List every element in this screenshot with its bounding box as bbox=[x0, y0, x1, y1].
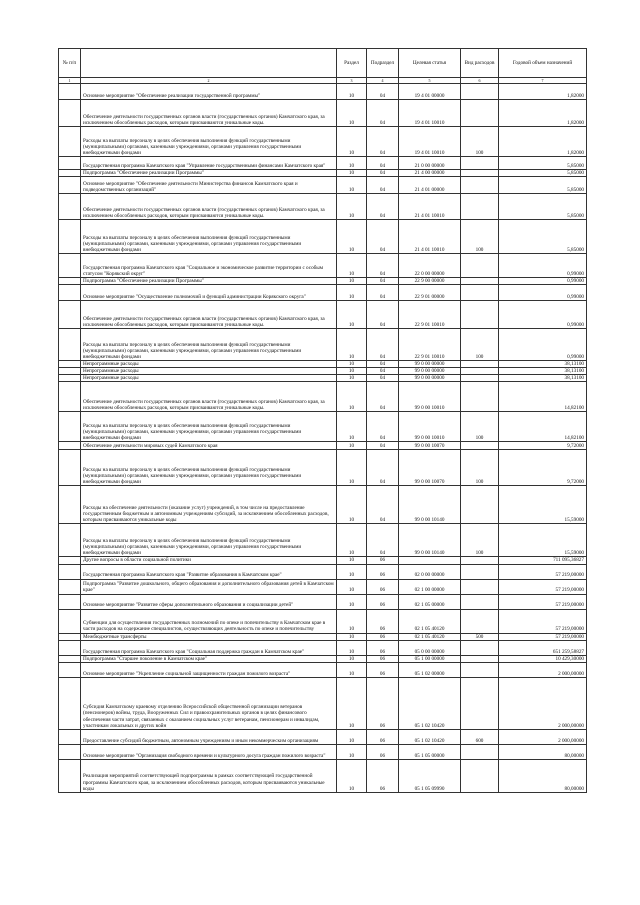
row-subsection-cell: 06 bbox=[367, 677, 399, 729]
row-target-article-cell: 99 0 00 10010 bbox=[399, 412, 461, 442]
row-expense-type-cell: 100 bbox=[461, 412, 499, 442]
row-amount-cell: 5,85000 bbox=[499, 177, 587, 194]
row-number-cell bbox=[59, 278, 81, 285]
column-index: 5 bbox=[399, 78, 461, 84]
row-expense-type-cell bbox=[461, 194, 499, 220]
row-target-article-cell: 19 4 01 00000 bbox=[399, 84, 461, 100]
row-expense-type-cell bbox=[461, 382, 499, 412]
table-row bbox=[59, 84, 587, 100]
row-section-cell: 10 bbox=[337, 594, 367, 609]
table-row bbox=[59, 450, 587, 486]
row-subsection-cell: 04 bbox=[367, 486, 399, 524]
row-name-cell: Субвенции для осуществления государственных полномочий по опеке и попечительству в Камчатском крае в части расходов на содержание специалистов, осуществляющих деятельность по опеке и попечительству bbox=[81, 609, 337, 633]
row-expense-type-cell bbox=[461, 564, 499, 579]
table-row bbox=[59, 329, 587, 361]
row-section-cell: 10 bbox=[337, 375, 367, 382]
row-number-cell bbox=[59, 450, 81, 486]
row-amount-cell: 14,82100 bbox=[499, 412, 587, 442]
row-subsection-cell: 04 bbox=[367, 220, 399, 254]
row-target-article-cell: 99 0 00 00000 bbox=[399, 375, 461, 382]
row-subsection-cell: 04 bbox=[367, 412, 399, 442]
row-amount-cell: 5,85000 bbox=[499, 157, 587, 170]
row-amount-cell: 57 219,00000 bbox=[499, 609, 587, 633]
row-number-cell bbox=[59, 662, 81, 677]
column-index: 1 bbox=[59, 78, 81, 84]
row-subsection-cell: 04 bbox=[367, 301, 399, 329]
row-amount-cell: 2 000,00000 bbox=[499, 729, 587, 744]
row-subsection-cell: 06 bbox=[367, 744, 399, 759]
row-number-cell bbox=[59, 329, 81, 361]
table-row bbox=[59, 375, 587, 382]
row-name-cell: Государственная программа Камчатского края "Развитие образования в Камчатском крае" bbox=[81, 564, 337, 579]
row-amount-cell: 9,72000 bbox=[499, 442, 587, 450]
row-target-article-cell: 22 9 01 00000 bbox=[399, 285, 461, 301]
row-expense-type-cell bbox=[461, 100, 499, 127]
row-amount-cell: 15,59000 bbox=[499, 486, 587, 524]
row-target-article-cell: 02 1 05 40120 bbox=[399, 633, 461, 640]
row-subsection-cell: 04 bbox=[367, 127, 399, 157]
row-subsection-cell: 04 bbox=[367, 375, 399, 382]
row-section-cell: 10 bbox=[337, 557, 367, 564]
row-target-article-cell: 99 0 00 10140 bbox=[399, 486, 461, 524]
column-index: 7 bbox=[499, 78, 587, 84]
header-section: Раздел bbox=[337, 49, 367, 78]
row-section-cell: 10 bbox=[337, 486, 367, 524]
row-name-cell: Основное мероприятие "Обеспечение реализации государственной программы" bbox=[81, 84, 337, 100]
row-expense-type-cell bbox=[461, 285, 499, 301]
table-row bbox=[59, 278, 587, 285]
row-number-cell bbox=[59, 594, 81, 609]
row-section-cell: 10 bbox=[337, 220, 367, 254]
row-number-cell bbox=[59, 301, 81, 329]
row-amount-cell: 2 000,00000 bbox=[499, 662, 587, 677]
row-target-article-cell: 22 0 00 00000 bbox=[399, 254, 461, 278]
row-number-cell bbox=[59, 220, 81, 254]
table-row bbox=[59, 194, 587, 220]
row-number-cell bbox=[59, 759, 81, 792]
row-expense-type-cell bbox=[461, 170, 499, 177]
row-expense-type-cell bbox=[461, 759, 499, 792]
row-subsection-cell: 04 bbox=[367, 177, 399, 194]
row-name-cell: Расходы на выплаты персоналу в целях обеспечения выполнения функций государственными (муниципальными) органами, казенными учреждениями, органами управления государственными внебюджетными фондами bbox=[81, 127, 337, 157]
table-row bbox=[59, 486, 587, 524]
table-row bbox=[59, 177, 587, 194]
row-subsection-cell: 04 bbox=[367, 100, 399, 127]
row-amount-cell: 5,85000 bbox=[499, 194, 587, 220]
row-name-cell: Обеспечение деятельности мировых судей Камчатского края bbox=[81, 442, 337, 450]
table-row bbox=[59, 564, 587, 579]
row-target-article-cell: 21 4 01 10010 bbox=[399, 194, 461, 220]
row-expense-type-cell bbox=[461, 177, 499, 194]
row-number-cell bbox=[59, 254, 81, 278]
row-expense-type-cell bbox=[461, 594, 499, 609]
row-target-article-cell: 02 1 00 00000 bbox=[399, 579, 461, 594]
row-subsection-cell: 04 bbox=[367, 442, 399, 450]
row-section-cell: 10 bbox=[337, 677, 367, 729]
row-section-cell: 10 bbox=[337, 412, 367, 442]
budget-table-sheet bbox=[58, 48, 586, 793]
row-target-article-cell: 99 0 00 10070 bbox=[399, 450, 461, 486]
row-expense-type-cell: 100 bbox=[461, 220, 499, 254]
row-name-cell: Подпрограмма "Развитие дошкольного, общего образования и дополнительного образования детей в Камчатском крае" bbox=[81, 579, 337, 594]
row-expense-type-cell bbox=[461, 557, 499, 564]
row-subsection-cell: 04 bbox=[367, 450, 399, 486]
row-name-cell: Государственная программа Камчатского края "Управление государственными финансами Камчатского края" bbox=[81, 157, 337, 170]
row-subsection-cell: 06 bbox=[367, 609, 399, 633]
table-row bbox=[59, 170, 587, 177]
row-section-cell: 10 bbox=[337, 127, 367, 157]
table-row bbox=[59, 633, 587, 640]
row-subsection-cell: 04 bbox=[367, 329, 399, 361]
row-target-article-cell: 19 4 01 10010 bbox=[399, 100, 461, 127]
row-target-article-cell: 21 4 01 00000 bbox=[399, 177, 461, 194]
row-subsection-cell: 06 bbox=[367, 640, 399, 655]
row-amount-cell: 0,99000 bbox=[499, 285, 587, 301]
row-target-article-cell: 99 0 00 10140 bbox=[399, 524, 461, 557]
row-amount-cell: 80,00000 bbox=[499, 744, 587, 759]
row-section-cell: 10 bbox=[337, 633, 367, 640]
row-number-cell bbox=[59, 412, 81, 442]
row-number-cell bbox=[59, 285, 81, 301]
table-row bbox=[59, 640, 587, 655]
row-name-cell: Подпрограмма "Старшее поколение в Камчатском крае" bbox=[81, 655, 337, 662]
row-number-cell bbox=[59, 744, 81, 759]
row-number-cell bbox=[59, 557, 81, 564]
row-subsection-cell: 04 bbox=[367, 524, 399, 557]
row-section-cell: 10 bbox=[337, 662, 367, 677]
row-expense-type-cell bbox=[461, 375, 499, 382]
row-expense-type-cell: 600 bbox=[461, 729, 499, 744]
header-subsection: Подраздел bbox=[367, 49, 399, 78]
row-name-cell: Расходы на выплаты персоналу в целях обеспечения выполнения функций государственными (муниципальными) органами, казенными учреждениями, органами управления государственными внебюджетными фондами bbox=[81, 329, 337, 361]
table-row bbox=[59, 285, 587, 301]
table-body bbox=[59, 84, 587, 793]
row-name-cell: Предоставление субсидий бюджетным, автономным учреждениям и иным некоммерческим организациям bbox=[81, 729, 337, 744]
row-amount-cell: 0,99000 bbox=[499, 329, 587, 361]
row-name-cell: Обеспечение деятельности государственных органов власти (государственных органов) Камчатского края, за исключением обособленных расходов, которым присваиваются уникальные коды. bbox=[81, 194, 337, 220]
header-annual-amount: Годовой объем назначений bbox=[499, 49, 587, 78]
table-row bbox=[59, 579, 587, 594]
header-row bbox=[59, 49, 587, 78]
row-number-cell bbox=[59, 375, 81, 382]
row-amount-cell: 57 219,00000 bbox=[499, 564, 587, 579]
row-name-cell: Расходы на выплаты персоналу в целях обеспечения выполнения функций государственными (муниципальными) органами, казенными учреждениями, органами управления государственными внебюджетными фондами bbox=[81, 412, 337, 442]
row-target-article-cell: 22 9 00 00000 bbox=[399, 278, 461, 285]
row-target-article-cell: 05 0 00 00000 bbox=[399, 640, 461, 655]
row-amount-cell: 1,82000 bbox=[499, 127, 587, 157]
row-name-cell: Государственная программа Камчатского края "Социальная поддержка граждан в Камчатском крае" bbox=[81, 640, 337, 655]
row-section-cell: 10 bbox=[337, 100, 367, 127]
row-section-cell: 10 bbox=[337, 382, 367, 412]
row-number-cell bbox=[59, 194, 81, 220]
row-section-cell: 10 bbox=[337, 301, 367, 329]
row-name-cell: Обеспечение деятельности государственных органов власти (государственных органов) Камчатского края, за исключением обособленных расходов, которым присваиваются уникальные коды. bbox=[81, 382, 337, 412]
column-index: 2 bbox=[81, 78, 337, 84]
table-row bbox=[59, 100, 587, 127]
row-name-cell: Межбюджетные трансферты bbox=[81, 633, 337, 640]
table-row bbox=[59, 594, 587, 609]
row-section-cell: 10 bbox=[337, 170, 367, 177]
row-target-article-cell: 05 1 00 00000 bbox=[399, 655, 461, 662]
table-row bbox=[59, 127, 587, 157]
row-amount-cell: 1,82000 bbox=[499, 84, 587, 100]
row-amount-cell: 57 219,00000 bbox=[499, 633, 587, 640]
row-number-cell bbox=[59, 361, 81, 368]
row-section-cell: 10 bbox=[337, 450, 367, 486]
row-target-article-cell: 02 1 05 40120 bbox=[399, 609, 461, 633]
table-row bbox=[59, 557, 587, 564]
row-amount-cell: 38,13100 bbox=[499, 361, 587, 368]
row-amount-cell: 57 219,00000 bbox=[499, 579, 587, 594]
row-subsection-cell: 06 bbox=[367, 564, 399, 579]
row-amount-cell: 5,85000 bbox=[499, 170, 587, 177]
row-name-cell: Государственная программа Камчатского края "Социальное и экономическое развитие территории с особым статусом "Корякский округ" bbox=[81, 254, 337, 278]
row-number-cell bbox=[59, 609, 81, 633]
row-subsection-cell: 06 bbox=[367, 594, 399, 609]
row-name-cell: Обеспечение деятельности государственных органов власти (государственных органов) Камчатского края, за исключением обособленных расходов, которым присваиваются уникальные коды. bbox=[81, 100, 337, 127]
row-target-article-cell: 19 4 01 10010 bbox=[399, 127, 461, 157]
row-section-cell: 10 bbox=[337, 442, 367, 450]
row-target-article-cell: 02 0 00 00000 bbox=[399, 564, 461, 579]
row-subsection-cell: 04 bbox=[367, 361, 399, 368]
row-number-cell bbox=[59, 486, 81, 524]
row-name-cell: Основное мероприятие "Организация свободного времени и культурного досуга граждан пожилого возраста" bbox=[81, 744, 337, 759]
row-amount-cell: 711 095,36827 bbox=[499, 557, 587, 564]
row-expense-type-cell bbox=[461, 609, 499, 633]
row-number-cell bbox=[59, 655, 81, 662]
row-section-cell: 10 bbox=[337, 655, 367, 662]
row-section-cell: 10 bbox=[337, 278, 367, 285]
row-name-cell: Основное мероприятие "Укрепление социальной защищенности граждан пожилого возраста" bbox=[81, 662, 337, 677]
row-name-cell: Расходы на выплаты персоналу в целях обеспечения выполнения функций государственными (муниципальными) органами, казенными учреждениями, органами управления государственными внебюджетными фондами bbox=[81, 524, 337, 557]
table-row bbox=[59, 744, 587, 759]
row-target-article-cell: 05 1 02 00000 bbox=[399, 662, 461, 677]
table-row bbox=[59, 361, 587, 368]
column-index: 4 bbox=[367, 78, 399, 84]
row-number-cell bbox=[59, 442, 81, 450]
row-number-cell bbox=[59, 84, 81, 100]
row-number-cell bbox=[59, 564, 81, 579]
table-row bbox=[59, 254, 587, 278]
row-target-article-cell: 21 0 00 00000 bbox=[399, 157, 461, 170]
row-expense-type-cell bbox=[461, 301, 499, 329]
table-row bbox=[59, 382, 587, 412]
row-subsection-cell: 04 bbox=[367, 278, 399, 285]
row-subsection-cell: 06 bbox=[367, 655, 399, 662]
row-section-cell: 10 bbox=[337, 744, 367, 759]
row-section-cell: 10 bbox=[337, 157, 367, 170]
row-target-article-cell: 99 0 00 10070 bbox=[399, 442, 461, 450]
row-expense-type-cell bbox=[461, 157, 499, 170]
table-row bbox=[59, 368, 587, 375]
row-amount-cell: 14,82100 bbox=[499, 382, 587, 412]
row-name-cell: Обеспечение деятельности государственных органов власти (государственных органов) Камчатского края, за исключением обособленных расходов, которым присваиваются уникальные коды. bbox=[81, 301, 337, 329]
row-name-cell: Расходы на выплаты персоналу в целях обеспечения выполнения функций государственными (муниципальными) органами, казенными учреждениями, органами управления государственными внебюджетными фондами bbox=[81, 450, 337, 486]
row-subsection-cell: 06 bbox=[367, 579, 399, 594]
row-target-article-cell: 99 0 00 00000 bbox=[399, 368, 461, 375]
row-name-cell: Основное мероприятие "Осуществление полномочий и функций администрации Корякского округа" bbox=[81, 285, 337, 301]
row-number-cell bbox=[59, 633, 81, 640]
row-name-cell: Подпрограмма "Обеспечение реализации Программы" bbox=[81, 170, 337, 177]
row-section-cell: 10 bbox=[337, 564, 367, 579]
row-section-cell: 10 bbox=[337, 609, 367, 633]
row-number-cell bbox=[59, 177, 81, 194]
row-target-article-cell: 21 4 01 10010 bbox=[399, 220, 461, 254]
row-section-cell: 10 bbox=[337, 729, 367, 744]
row-target-article-cell: 22 9 01 10010 bbox=[399, 329, 461, 361]
row-expense-type-cell bbox=[461, 486, 499, 524]
column-index: 3 bbox=[337, 78, 367, 84]
row-subsection-cell: 04 bbox=[367, 157, 399, 170]
table-row bbox=[59, 442, 587, 450]
row-expense-type-cell bbox=[461, 254, 499, 278]
row-expense-type-cell: 500 bbox=[461, 633, 499, 640]
row-section-cell: 10 bbox=[337, 524, 367, 557]
table-row bbox=[59, 412, 587, 442]
row-expense-type-cell bbox=[461, 579, 499, 594]
row-amount-cell: 38,13100 bbox=[499, 368, 587, 375]
row-target-article-cell: 99 0 00 00000 bbox=[399, 361, 461, 368]
row-subsection-cell: 04 bbox=[367, 285, 399, 301]
row-amount-cell: 651 259,58827 bbox=[499, 640, 587, 655]
header-target-article: Целевая статья bbox=[399, 49, 461, 78]
row-name-cell: Другие вопросы в области социальной политики bbox=[81, 557, 337, 564]
row-target-article-cell: 05 1 02 10420 bbox=[399, 677, 461, 729]
row-subsection-cell: 04 bbox=[367, 170, 399, 177]
row-name-cell: Реализация мероприятий соответствующей подпрограммы в рамках соответствующей государственной программы Камчатского края, за исключением обособленных расходов, которым присваиваются уникальные коды bbox=[81, 759, 337, 792]
row-section-cell: 10 bbox=[337, 254, 367, 278]
row-amount-cell: 15,59000 bbox=[499, 524, 587, 557]
row-target-article-cell: 05 1 05 00000 bbox=[399, 744, 461, 759]
row-subsection-cell: 06 bbox=[367, 729, 399, 744]
row-subsection-cell: 06 bbox=[367, 759, 399, 792]
row-expense-type-cell: 100 bbox=[461, 127, 499, 157]
row-subsection-cell: 06 bbox=[367, 557, 399, 564]
row-target-article-cell: 22 9 01 10010 bbox=[399, 301, 461, 329]
row-amount-cell: 9,72000 bbox=[499, 450, 587, 486]
row-section-cell: 10 bbox=[337, 177, 367, 194]
row-section-cell: 10 bbox=[337, 361, 367, 368]
row-section-cell: 10 bbox=[337, 84, 367, 100]
row-number-cell bbox=[59, 729, 81, 744]
row-amount-cell: 5,85000 bbox=[499, 220, 587, 254]
row-subsection-cell: 06 bbox=[367, 662, 399, 677]
row-expense-type-cell bbox=[461, 662, 499, 677]
row-expense-type-cell bbox=[461, 361, 499, 368]
row-target-article-cell: 05 1 05 09990 bbox=[399, 759, 461, 792]
row-section-cell: 10 bbox=[337, 759, 367, 792]
row-subsection-cell: 04 bbox=[367, 84, 399, 100]
row-amount-cell: 57 219,00000 bbox=[499, 594, 587, 609]
row-number-cell bbox=[59, 382, 81, 412]
table-row bbox=[59, 729, 587, 744]
row-amount-cell: 0,99000 bbox=[499, 301, 587, 329]
row-expense-type-cell bbox=[461, 744, 499, 759]
row-section-cell: 10 bbox=[337, 579, 367, 594]
table-row bbox=[59, 157, 587, 170]
column-index: 6 bbox=[461, 78, 499, 84]
row-expense-type-cell bbox=[461, 278, 499, 285]
row-expense-type-cell bbox=[461, 368, 499, 375]
table-row bbox=[59, 662, 587, 677]
row-expense-type-cell bbox=[461, 640, 499, 655]
row-subsection-cell: 04 bbox=[367, 382, 399, 412]
row-expense-type-cell: 100 bbox=[461, 329, 499, 361]
row-section-cell: 10 bbox=[337, 285, 367, 301]
row-subsection-cell: 06 bbox=[367, 633, 399, 640]
row-amount-cell: 0,99000 bbox=[499, 254, 587, 278]
row-number-cell bbox=[59, 640, 81, 655]
row-expense-type-cell bbox=[461, 677, 499, 729]
row-name-cell: Субсидия Камчатскому краевому отделению Всероссийской общественной организации ветеранов (пенсионеров) войны, труда, Вооруженных Сил и правоохранительных органов в целях финансового обеспечения части затрат, связанных с оказанием социальных услуг ветеранам, пенсионерам и инвалидам, участникам локальных и других войн bbox=[81, 677, 337, 729]
row-number-cell bbox=[59, 157, 81, 170]
row-amount-cell: 80,00000 bbox=[499, 759, 587, 792]
row-name-cell: Непрограммные расходы bbox=[81, 361, 337, 368]
row-section-cell: 10 bbox=[337, 368, 367, 375]
budget-table bbox=[58, 48, 587, 793]
row-number-cell bbox=[59, 170, 81, 177]
row-section-cell: 10 bbox=[337, 640, 367, 655]
table-row bbox=[59, 609, 587, 633]
table-row bbox=[59, 524, 587, 557]
row-section-cell: 10 bbox=[337, 329, 367, 361]
row-target-article-cell: 02 1 05 00000 bbox=[399, 594, 461, 609]
row-expense-type-cell: 100 bbox=[461, 450, 499, 486]
row-name-cell: Расходы на обеспечение деятельности (оказание услуг) учреждений, в том числе на предоставление государственным бюджетным и автономным учреждениям субсидий, за исключением обособленных расходов, которым присваиваются уникальные коды bbox=[81, 486, 337, 524]
row-name-cell: Основное мероприятие "Обеспечение деятельности Министерства финансов Камчатского края и подведомственных организаций" bbox=[81, 177, 337, 194]
header-name bbox=[81, 49, 337, 78]
row-name-cell: Непрограммные расходы bbox=[81, 375, 337, 382]
row-number-cell bbox=[59, 127, 81, 157]
row-subsection-cell: 04 bbox=[367, 368, 399, 375]
row-name-cell: Подпрограмма "Обеспечение реализации Программы" bbox=[81, 278, 337, 285]
row-expense-type-cell bbox=[461, 84, 499, 100]
row-amount-cell: 2 000,00000 bbox=[499, 677, 587, 729]
header-number: № п/п bbox=[59, 49, 81, 78]
header-expense-type: Вид расходов bbox=[461, 49, 499, 78]
row-section-cell: 10 bbox=[337, 194, 367, 220]
table-row bbox=[59, 655, 587, 662]
row-number-cell bbox=[59, 368, 81, 375]
row-target-article-cell bbox=[399, 557, 461, 564]
table-row bbox=[59, 759, 587, 792]
table-row bbox=[59, 677, 587, 729]
row-target-article-cell: 99 0 00 10010 bbox=[399, 382, 461, 412]
row-number-cell bbox=[59, 579, 81, 594]
row-subsection-cell: 04 bbox=[367, 254, 399, 278]
table-row bbox=[59, 301, 587, 329]
row-expense-type-cell: 100 bbox=[461, 524, 499, 557]
row-name-cell: Расходы на выплаты персоналу в целях обеспечения выполнения функций государственными (муниципальными) органами, казенными учреждениями, органами управления государственными внебюджетными фондами bbox=[81, 220, 337, 254]
row-target-article-cell: 05 1 02 10420 bbox=[399, 729, 461, 744]
row-number-cell bbox=[59, 677, 81, 729]
row-subsection-cell: 04 bbox=[367, 194, 399, 220]
row-amount-cell: 38,13100 bbox=[499, 375, 587, 382]
row-amount-cell: 0,99000 bbox=[499, 278, 587, 285]
row-amount-cell: 1,82000 bbox=[499, 100, 587, 127]
row-amount-cell: 10 429,30000 bbox=[499, 655, 587, 662]
row-target-article-cell: 21 4 00 00000 bbox=[399, 170, 461, 177]
row-name-cell: Непрограммные расходы bbox=[81, 368, 337, 375]
row-expense-type-cell bbox=[461, 442, 499, 450]
row-number-cell bbox=[59, 100, 81, 127]
row-name-cell: Основное мероприятие "Развитие сферы дополнительного образования и социализации детей" bbox=[81, 594, 337, 609]
row-number-cell bbox=[59, 524, 81, 557]
row-expense-type-cell bbox=[461, 655, 499, 662]
table-row bbox=[59, 220, 587, 254]
